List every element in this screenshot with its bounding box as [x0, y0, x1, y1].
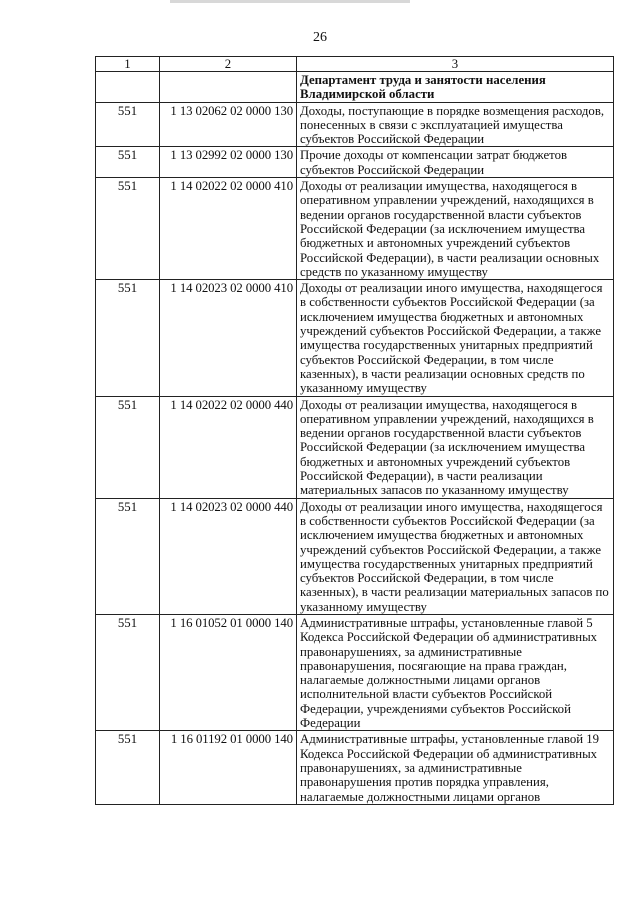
- revenue-description-cell: Доходы, поступающие в порядке возмещения расходов, понесенных в связи с эксплуатацией имущества субъектов Российской Федерации: [297, 102, 614, 147]
- admin-code-cell: 551: [96, 280, 160, 396]
- page-number: 26: [313, 30, 327, 45]
- table-row: [96, 498, 614, 614]
- revenue-code-cell: 1 13 02062 02 0000 130: [160, 102, 297, 147]
- table-row: [96, 280, 614, 396]
- table-body: [96, 57, 614, 805]
- column-number-1: 1: [96, 57, 160, 72]
- scan-artifact: [170, 0, 410, 3]
- revenue-codes-table: [95, 56, 614, 805]
- column-number-3: 3: [297, 57, 614, 72]
- revenue-code-cell: 1 14 02022 02 0000 410: [160, 178, 297, 280]
- table-row: [96, 178, 614, 280]
- revenue-code-cell: 1 14 02023 02 0000 410: [160, 280, 297, 396]
- revenue-code-cell: 1 14 02023 02 0000 440: [160, 498, 297, 614]
- department-title: Департамент труда и занятости населения Владимирской области: [297, 72, 614, 103]
- admin-code-cell: 551: [96, 396, 160, 498]
- revenue-description-cell: Прочие доходы от компенсации затрат бюджетов субъектов Российской Федерации: [297, 147, 614, 178]
- table-row: [96, 147, 614, 178]
- admin-code-cell: 551: [96, 731, 160, 804]
- table-row: [96, 614, 614, 730]
- department-row: [96, 72, 614, 103]
- revenue-description-cell: Доходы от реализации имущества, находящегося в оперативном управлении учреждений, находящихся в ведении органов государственной власти субъектов Российской Федерации (за исключением имущества бюджетных и автономных учреждений субъектов Российской Федерации), в части реализации материальных запасов по указанному имуществу: [297, 396, 614, 498]
- admin-code-cell: 551: [96, 147, 160, 178]
- revenue-description-cell: Административные штрафы, установленные главой 19 Кодекса Российской Федерации об административных правонарушениях, за административные правонарушения против порядка управления, налагаемые должностными лицами органов: [297, 731, 614, 804]
- revenue-code-cell: 1 13 02992 02 0000 130: [160, 147, 297, 178]
- department-cell-empty-1: [96, 72, 160, 103]
- revenue-code-cell: 1 16 01192 01 0000 140: [160, 731, 297, 804]
- revenue-description-cell: Доходы от реализации имущества, находящегося в оперативном управлении учреждений, находящихся в ведении органов государственной власти субъектов Российской Федерации (за исключением имущества бюджетных и автономных учреждений субъектов Российской Федерации), в части реализации основных средств по указанному имуществу: [297, 178, 614, 280]
- revenue-description-cell: Доходы от реализации иного имущества, находящегося в собственности субъектов Российской Федерации (за исключением имущества бюджетных и автономных учреждений субъектов Российской Федерации, а также имущества государственных унитарных предприятий субъектов Российской Федерации, в том числе казенных), в части реализации основных средств по указанному имуществу: [297, 280, 614, 396]
- table-row: [96, 731, 614, 804]
- revenue-code-cell: 1 16 01052 01 0000 140: [160, 614, 297, 730]
- table-row: [96, 102, 614, 147]
- revenue-code-cell: 1 14 02022 02 0000 440: [160, 396, 297, 498]
- column-numbers-row: [96, 57, 614, 72]
- admin-code-cell: 551: [96, 614, 160, 730]
- revenue-description-cell: Административные штрафы, установленные главой 5 Кодекса Российской Федерации об административных правонарушениях, за административные правонарушения, посягающие на права граждан, налагаемые должностными лицами органов исполнительной власти субъектов Российской Федерации, учреждениями субъектов Российской Федерации: [297, 614, 614, 730]
- column-number-2: 2: [160, 57, 297, 72]
- admin-code-cell: 551: [96, 498, 160, 614]
- admin-code-cell: 551: [96, 102, 160, 147]
- department-cell-empty-2: [160, 72, 297, 103]
- table-row: [96, 396, 614, 498]
- admin-code-cell: 551: [96, 178, 160, 280]
- revenue-description-cell: Доходы от реализации иного имущества, находящегося в собственности субъектов Российской Федерации (за исключением имущества бюджетных и автономных учреждений субъектов Российской Федерации, а также имущества государственных унитарных предприятий субъектов Российской Федерации, в том числе казенных), в части реализации материальных запасов по указанному имуществу: [297, 498, 614, 614]
